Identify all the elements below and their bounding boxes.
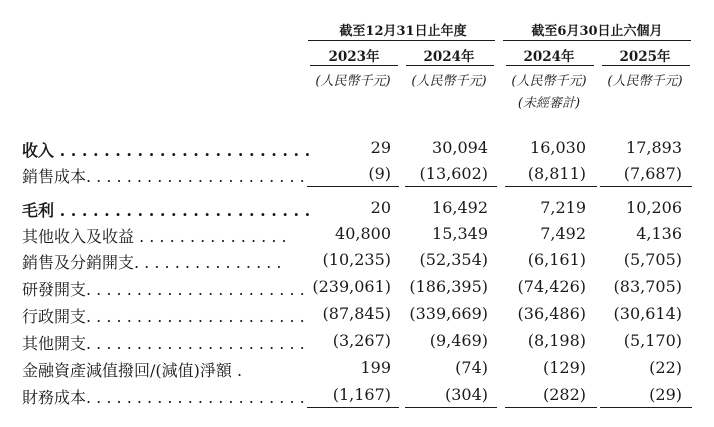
row-value: (74): [455, 358, 488, 377]
row-value: (13,602): [419, 164, 488, 183]
row-value: 16,030: [530, 138, 586, 157]
row-value: (10,235): [322, 250, 391, 269]
row-value: (29): [649, 385, 682, 404]
row-value: 30,094: [432, 138, 488, 157]
row-value: (30,614): [613, 304, 682, 323]
row-value: (52,354): [419, 250, 488, 269]
row-value: 199: [360, 358, 391, 377]
unit-caption: (人民幣千元): [315, 74, 391, 89]
row-value: (1,167): [332, 385, 391, 404]
row-label: 其他收入及收益 . . . . . . . . . . . . . . .: [22, 227, 287, 246]
subtotal-rule: [405, 186, 497, 187]
row-value: (3,267): [332, 331, 391, 350]
row-value: 7,219: [540, 198, 586, 217]
unaudited-note: (未經審計): [517, 96, 581, 111]
row-value: (9,469): [429, 331, 488, 350]
unit-caption: (人民幣千元): [607, 74, 683, 89]
row-value: (74,426): [517, 277, 586, 296]
unit-caption: (人民幣千元): [411, 74, 487, 89]
year-rule-3: [506, 65, 594, 66]
year-header-2024-interim: 2024年: [523, 49, 575, 65]
row-label: 金融資產減值撥回/(減值)淨額 .: [22, 361, 243, 380]
row-label: 收入 . . . . . . . . . . . . . . . . . . . . . . .: [22, 141, 311, 160]
subtotal-rule: [505, 186, 597, 187]
subtotal-rule: [600, 407, 692, 408]
row-value: 16,492: [432, 198, 488, 217]
row-label: 銷售及分銷開支. . . . . . . . . . . . . . .: [22, 253, 282, 272]
year-rule-2: [406, 65, 494, 66]
row-value: 15,349: [432, 224, 488, 243]
row-value: (282): [542, 385, 586, 404]
subtotal-rule: [405, 407, 497, 408]
row-value: 29: [370, 138, 391, 157]
subtotal-rule: [505, 407, 597, 408]
row-value: (22): [649, 358, 682, 377]
row-value: 40,800: [335, 224, 391, 243]
row-label: 財務成本. . . . . . . . . . . . . . . . . . . . . .: [22, 388, 305, 407]
row-value: 17,893: [626, 138, 682, 157]
row-label: 銷售成本. . . . . . . . . . . . . . . . . . . . . .: [22, 167, 305, 186]
group-rule-interim: [503, 40, 691, 41]
row-value: (129): [542, 358, 586, 377]
subtotal-rule: [600, 186, 692, 187]
row-value: (9): [368, 164, 391, 183]
row-value: (8,811): [527, 164, 586, 183]
year-rule-4: [602, 65, 690, 66]
row-value: 4,136: [636, 224, 682, 243]
row-value: (8,198): [527, 331, 586, 350]
year-header-2024: 2024年: [423, 49, 475, 65]
row-value: (6,161): [527, 250, 586, 269]
group-heading-interim: 截至6月30日止六個月: [531, 24, 663, 39]
row-value: 20: [370, 198, 391, 217]
row-value: (5,170): [623, 331, 682, 350]
row-label: 行政開支. . . . . . . . . . . . . . . . . . . . . .: [22, 307, 305, 326]
row-value: 7,492: [540, 224, 586, 243]
row-label: 毛利 . . . . . . . . . . . . . . . . . . . . . . .: [22, 201, 311, 220]
row-value: (36,486): [517, 304, 586, 323]
row-label: 研發開支. . . . . . . . . . . . . . . . . . . . . .: [22, 280, 305, 299]
group-heading-annual: 截至12月31日止年度: [339, 24, 467, 39]
row-value: (239,061): [312, 277, 391, 296]
row-value: (5,705): [623, 250, 682, 269]
subtotal-rule: [307, 407, 399, 408]
row-value: (87,845): [322, 304, 391, 323]
row-value: (304): [444, 385, 488, 404]
row-value: (7,687): [623, 164, 682, 183]
year-header-2023: 2023年: [328, 49, 380, 65]
row-label: 其他開支. . . . . . . . . . . . . . . . . . . . . .: [22, 334, 305, 353]
unit-caption: (人民幣千元): [511, 74, 587, 89]
row-value: (186,395): [409, 277, 488, 296]
row-value: (339,669): [409, 304, 488, 323]
row-value: (83,705): [613, 277, 682, 296]
year-header-2025-interim: 2025年: [619, 49, 671, 65]
row-value: 10,206: [626, 198, 682, 217]
year-rule-1: [310, 65, 398, 66]
subtotal-rule: [307, 186, 399, 187]
group-rule-annual: [308, 40, 495, 41]
